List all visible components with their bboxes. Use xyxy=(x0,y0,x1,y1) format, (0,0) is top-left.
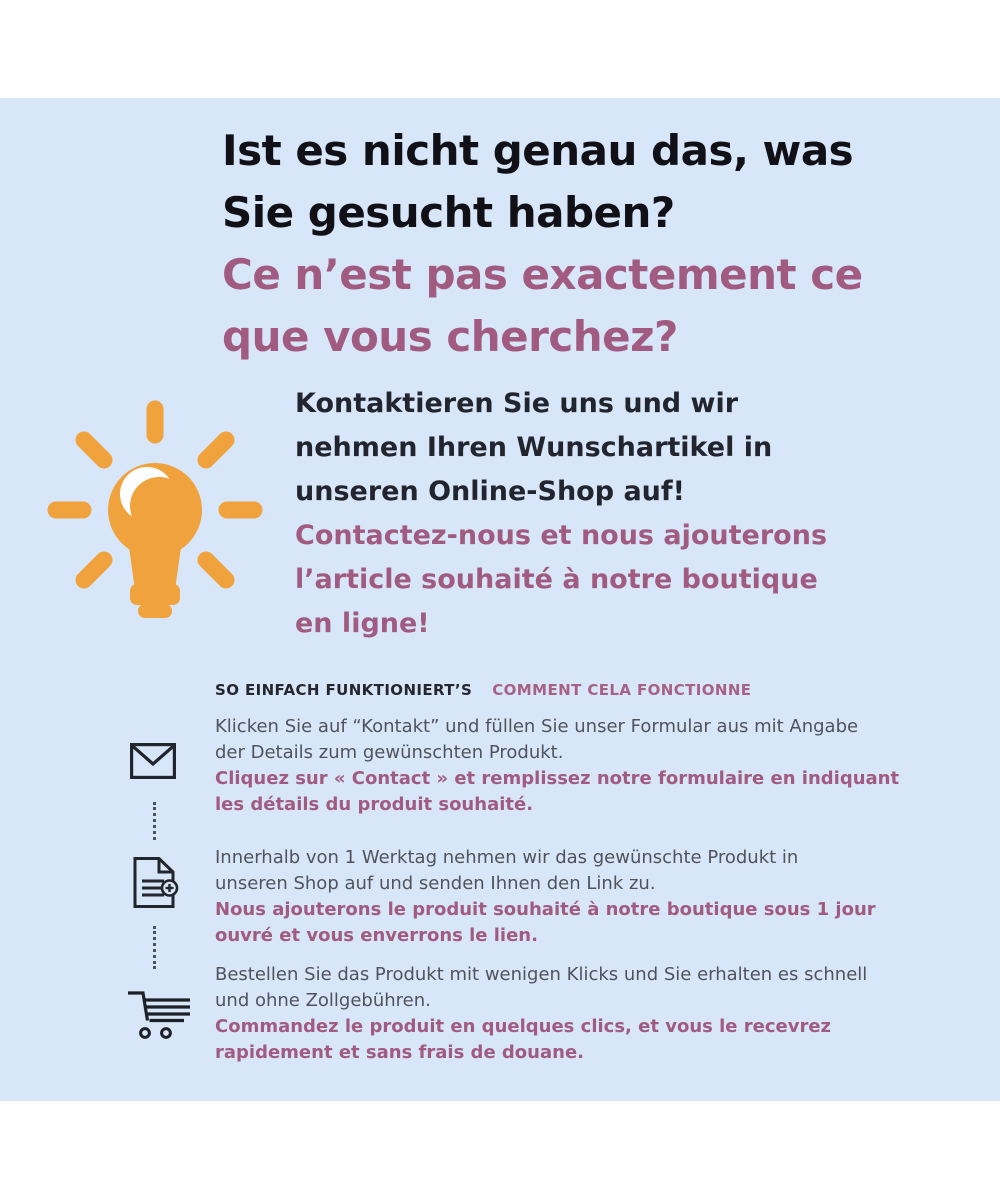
step-3-de-line2: und ohne Zollgebühren. xyxy=(215,990,431,1011)
intro-fr-line2: l’article souhaité à notre boutique xyxy=(295,564,818,595)
step-1-de-line1: Klicken Sie auf “Kontakt” und füllen Sie unser Formular aus mit Angabe xyxy=(215,716,859,737)
cart-icon xyxy=(126,989,192,1043)
step-connector xyxy=(153,802,156,840)
how-it-works-heading xyxy=(215,681,751,699)
step-1-fr-line2: les détails du produit souhaité. xyxy=(215,794,534,815)
lightbulb-icon xyxy=(42,398,268,626)
step-2-de-line2: unseren Shop auf und senden Ihnen den Link zu. xyxy=(215,873,656,894)
step-2-text xyxy=(215,845,876,949)
intro-de-line1: Kontaktieren Sie uns und wir xyxy=(295,388,739,419)
intro-text xyxy=(295,382,827,646)
step-1-fr-line1: Cliquez sur « Contact » et remplissez notre formulaire en indiquant xyxy=(215,768,900,789)
intro-de-line3: unseren Online-Shop auf! xyxy=(295,476,685,507)
hero-title-fr-line2: que vous cherchez? xyxy=(222,312,678,361)
hero-title-fr-line1: Ce n’est pas exactement ce xyxy=(222,250,863,299)
envelope-icon xyxy=(130,743,176,783)
intro-fr-line3: en ligne! xyxy=(295,608,430,639)
how-heading-fr: COMMENT CELA FONCTIONNE xyxy=(492,681,752,699)
step-1-text xyxy=(215,714,899,818)
step-2-fr-line1: Nous ajouterons le produit souhaité à notre boutique sous 1 jour xyxy=(215,899,876,920)
step-3-fr-line1: Commandez le produit en quelques clics, et vous le recevrez xyxy=(215,1016,832,1037)
step-1-de-line2: der Details zum gewünschten Produkt. xyxy=(215,742,564,763)
intro-de-line2: nehmen Ihren Wunschartikel in xyxy=(295,432,773,463)
hero-title-de-line2: Sie gesucht haben? xyxy=(222,188,675,237)
hero-title-de-line1: Ist es nicht genau das, was xyxy=(222,126,854,175)
step-3-fr-line2: rapidement et sans frais de douane. xyxy=(215,1042,584,1063)
step-2-de-line1: Innerhalb von 1 Werktag nehmen wir das gewünschte Produkt in xyxy=(215,847,799,868)
step-3-text xyxy=(215,962,867,1066)
intro-fr-line1: Contactez-nous et nous ajouterons xyxy=(295,520,828,551)
step-2-fr-line2: ouvré et vous enverrons le lien. xyxy=(215,925,538,946)
document-add-icon xyxy=(133,857,179,913)
step-connector xyxy=(153,926,156,969)
step-3-de-line1: Bestellen Sie das Produkt mit wenigen Klicks und Sie erhalten es schnell xyxy=(215,964,868,985)
info-panel xyxy=(0,98,1000,1101)
hero-heading xyxy=(222,120,863,368)
how-heading-de: SO EINFACH FUNKTIONIERT’S xyxy=(215,681,473,699)
